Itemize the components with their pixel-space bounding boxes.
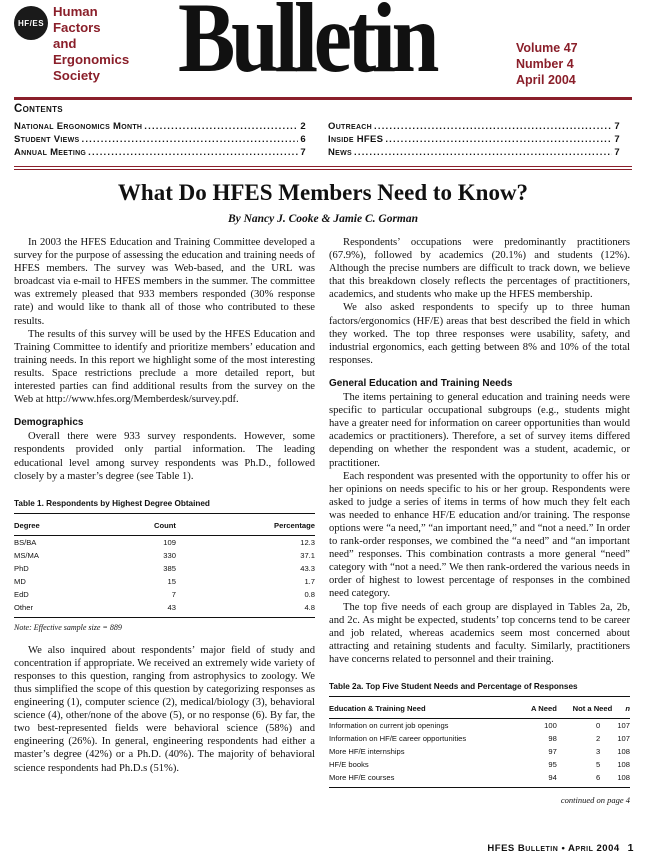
cell: MD [14, 576, 26, 586]
table-row [329, 772, 630, 788]
cell: 0.8 [304, 590, 315, 600]
cell: 1.7 [304, 576, 315, 586]
table-row [329, 758, 630, 771]
cell: 37.1 [300, 550, 315, 560]
paragraph: The top five needs of each group are displayed in Tables 2a, 2b, and 2c. As might be expected, students’ top concerns tend to be career and job related, whereas academics seem most concerned about attracting and retaining students and faculty. Similarly, practitioners have concerns related to personnel and their training. [329, 601, 630, 665]
table-row [14, 562, 315, 575]
cell: 94 [521, 772, 557, 788]
toc-item[interactable] [328, 120, 620, 133]
table-row [14, 575, 315, 588]
paragraph: Each respondent was presented with the opportunity to offer his or her opinions on needs specific to his or her group. Respondents were asked to judge a series of items in terms of how much they felt each was needed to enhance HF/E education and/or training. The response options were “a need,” “an important need,” and “not a need.” In order to rank-order responses, we combined the “a need” and “an important need” responses. This combination contrasts a more general “need” category with “not a need.” We then rank-ordered the various needs in order of highest to lowest percentage of responses in the combined need category. [329, 470, 630, 600]
table1-caption: Table 1. Respondents by Highest Degree Obtained [14, 497, 315, 514]
toc-item[interactable] [14, 146, 306, 159]
table2a-caption: Table 2a. Top Five Student Needs and Percentage of Responses [329, 680, 630, 697]
toc-page: 7 [614, 147, 620, 158]
cell: BS/BA [14, 537, 37, 547]
contents-left [14, 120, 306, 159]
col-header: Count [101, 514, 175, 536]
toc-leader [88, 146, 298, 159]
toc-label: News [328, 147, 353, 158]
toc-label: Annual Meeting [14, 147, 87, 158]
cell: 12.3 [300, 537, 315, 547]
issue-date: April 2004 [516, 73, 576, 87]
table-header-row [329, 697, 630, 719]
issue-info [516, 40, 578, 88]
toc-leader [374, 120, 612, 133]
org-line: Ergonomics [53, 52, 130, 67]
cell: 108 [617, 760, 630, 770]
hfes-logo [14, 6, 48, 40]
col-header: Percentage [176, 514, 315, 536]
cell: HF/E books [329, 760, 369, 770]
cell: MS/MA [14, 550, 39, 560]
table-row [14, 588, 315, 601]
toc-item[interactable] [14, 133, 306, 146]
paragraph: The items pertaining to general education and training needs were specific to particular occupational subgroups (e.g., students might have a greater need for information on career opportunities than would academics or practitioners). Therefore, a set of survey items differed depending on whether the respondent was a student, academic, or practitioner. [329, 392, 630, 469]
toc-leader [82, 133, 299, 146]
paragraph: Respondents’ occupations were predominantly practitioners (67.9%), followed by academics (20.1%) and students (12%). Although the precise numbers are difficult to track down, we believe that this breakdown closely reflects the percentages of practitioners, academics, and students who make up the HFES membership. [329, 237, 630, 301]
cell: 6 [557, 772, 612, 788]
org-name [53, 4, 129, 84]
toc-item[interactable] [328, 133, 620, 146]
table-row [329, 745, 630, 758]
article-title: What Do HFES Members Need to Know? [117, 180, 529, 205]
toc-page: 7 [614, 121, 620, 132]
org-line: Human [53, 4, 98, 19]
toc-page: 6 [300, 134, 306, 145]
table-header-row [14, 514, 315, 536]
paragraph: The results of this survey will be used by the HFES Education and Training Committee to identify and prioritize members’ education and training needs. In this report we highlight some of the most interesting results. Space restrictions preclude a more detailed report, but interested parties can find additional results from the survey on the Web at http://www.hfes.org/Memberdesk/survey.pdf. [14, 328, 315, 406]
page-number: 1 [627, 842, 634, 854]
cell: 0 [596, 720, 601, 730]
toc-item[interactable] [328, 146, 620, 159]
left-column [14, 236, 315, 775]
section-heading: General Education and Training Needs [329, 377, 513, 389]
toc-label: Inside HFES [328, 134, 384, 145]
cell: 43.3 [300, 563, 315, 573]
footer-text: HFES Bulletin • April 2004 [487, 843, 620, 854]
cell: EdD [14, 590, 29, 600]
cell: 43 [101, 601, 175, 617]
toc-leader [385, 133, 612, 146]
col-header: Not a Need [557, 697, 612, 719]
cell: 330 [163, 550, 176, 560]
org-line: and [53, 36, 77, 51]
toc-label: Outreach [328, 121, 373, 132]
table-row [14, 535, 315, 549]
number: Number 4 [516, 57, 574, 71]
masthead-title: Bulletin [178, 0, 436, 93]
cell: 95 [548, 760, 557, 770]
divider [14, 97, 632, 100]
table1-note: Note: Effective sample size = 889 [14, 622, 122, 632]
paragraph: In 2003 the HFES Education and Training Committee developed a survey for the purpose of assessing the education and training needs of HFES members. The survey was Web-based, and the URL was broadcast via e-mail to HFES members in the summer. The committee was extremely pleased that 933 members responded (30% response rate) and would like to thank all of those who contributed to these results. [14, 237, 315, 327]
cell: 107 [617, 734, 630, 744]
cell: 108 [612, 772, 630, 788]
paragraph: We also inquired about respondents’ major field of study and concentration if appropriate. We received an extremely wide variety of responses to this question, ranging from astrophysics to zoology. We thus simplified the scope of this question by categorizing responses as engineering (1), computer science (2), medical/biology (3), behavioral science (4), other/none of the above (5), or no response (6). By far, the two best-represented fields were behavioral science (58%) and engineering (26%). In general, engineering respondents had either a master’s degree (42%) or a Ph.D. (40%). The majority of behavioral science respondents had Ph.D.s (51%). [14, 644, 315, 774]
toc-item[interactable] [14, 120, 306, 133]
col-header: A Need [521, 697, 557, 719]
cell: Other [14, 601, 101, 617]
cell: 107 [617, 720, 630, 730]
divider [14, 169, 632, 170]
section-heading: Demographics [14, 417, 84, 429]
table-row [329, 732, 630, 745]
paragraph: We also asked respondents to specify up to three human factors/ergonomics (HF/E) areas that best described the field in which they worked. The top three responses were usability, safety, and industrial ergonomics, each getting between 8% and 10% of the total responses. [329, 302, 630, 366]
cell: More HF/E internships [329, 747, 405, 757]
cell: 97 [548, 747, 557, 757]
cell: 15 [167, 576, 176, 586]
toc-leader [354, 146, 612, 159]
table-row [14, 549, 315, 562]
org-line: Society [53, 68, 100, 83]
continued-note: continued on page 4 [560, 794, 630, 805]
toc-page: 2 [300, 121, 306, 132]
cell: 108 [617, 747, 630, 757]
cell: 2 [596, 734, 601, 744]
volume: Volume 47 [516, 41, 578, 55]
table-row [14, 601, 315, 617]
cell: PhD [14, 563, 29, 573]
cell: Information on current job openings [329, 720, 449, 730]
toc-page: 7 [300, 147, 306, 158]
contents-right [328, 120, 620, 159]
cell: 4.8 [176, 601, 315, 617]
cell: 100 [544, 720, 557, 730]
table-row [329, 719, 630, 733]
right-column [329, 236, 630, 807]
cell: More HF/E courses [329, 772, 521, 788]
paragraph: Overall there were 933 survey respondents. However, some respondents provided only partial information. The leading educational level among survey respondents was Ph.D., followed closely by a master’s degree (see Table 1). [14, 431, 315, 482]
toc-page: 7 [614, 134, 620, 145]
cell: 98 [548, 734, 557, 744]
divider [14, 166, 632, 167]
col-header: n [612, 697, 630, 719]
cell: 7 [171, 590, 176, 600]
cell: 109 [163, 537, 176, 547]
cell: Information on HF/E career opportunities [329, 734, 467, 744]
org-line: Factors [53, 20, 101, 35]
toc-leader [144, 120, 298, 133]
page-footer [487, 842, 634, 854]
cell: 385 [163, 563, 176, 573]
col-header: Education & Training Need [329, 697, 521, 719]
table1 [14, 514, 315, 618]
contents-heading: Contents [14, 103, 63, 115]
toc-label: Student Views [14, 134, 80, 145]
table2a [329, 697, 630, 788]
toc-label: National Ergonomics Month [14, 121, 143, 132]
cell: 3 [596, 747, 601, 757]
logo-text: HF/ES [17, 18, 45, 28]
col-header: Degree [14, 514, 101, 536]
byline: By Nancy J. Cooke & Jamie C. Gorman [227, 213, 419, 225]
cell: 5 [596, 760, 601, 770]
